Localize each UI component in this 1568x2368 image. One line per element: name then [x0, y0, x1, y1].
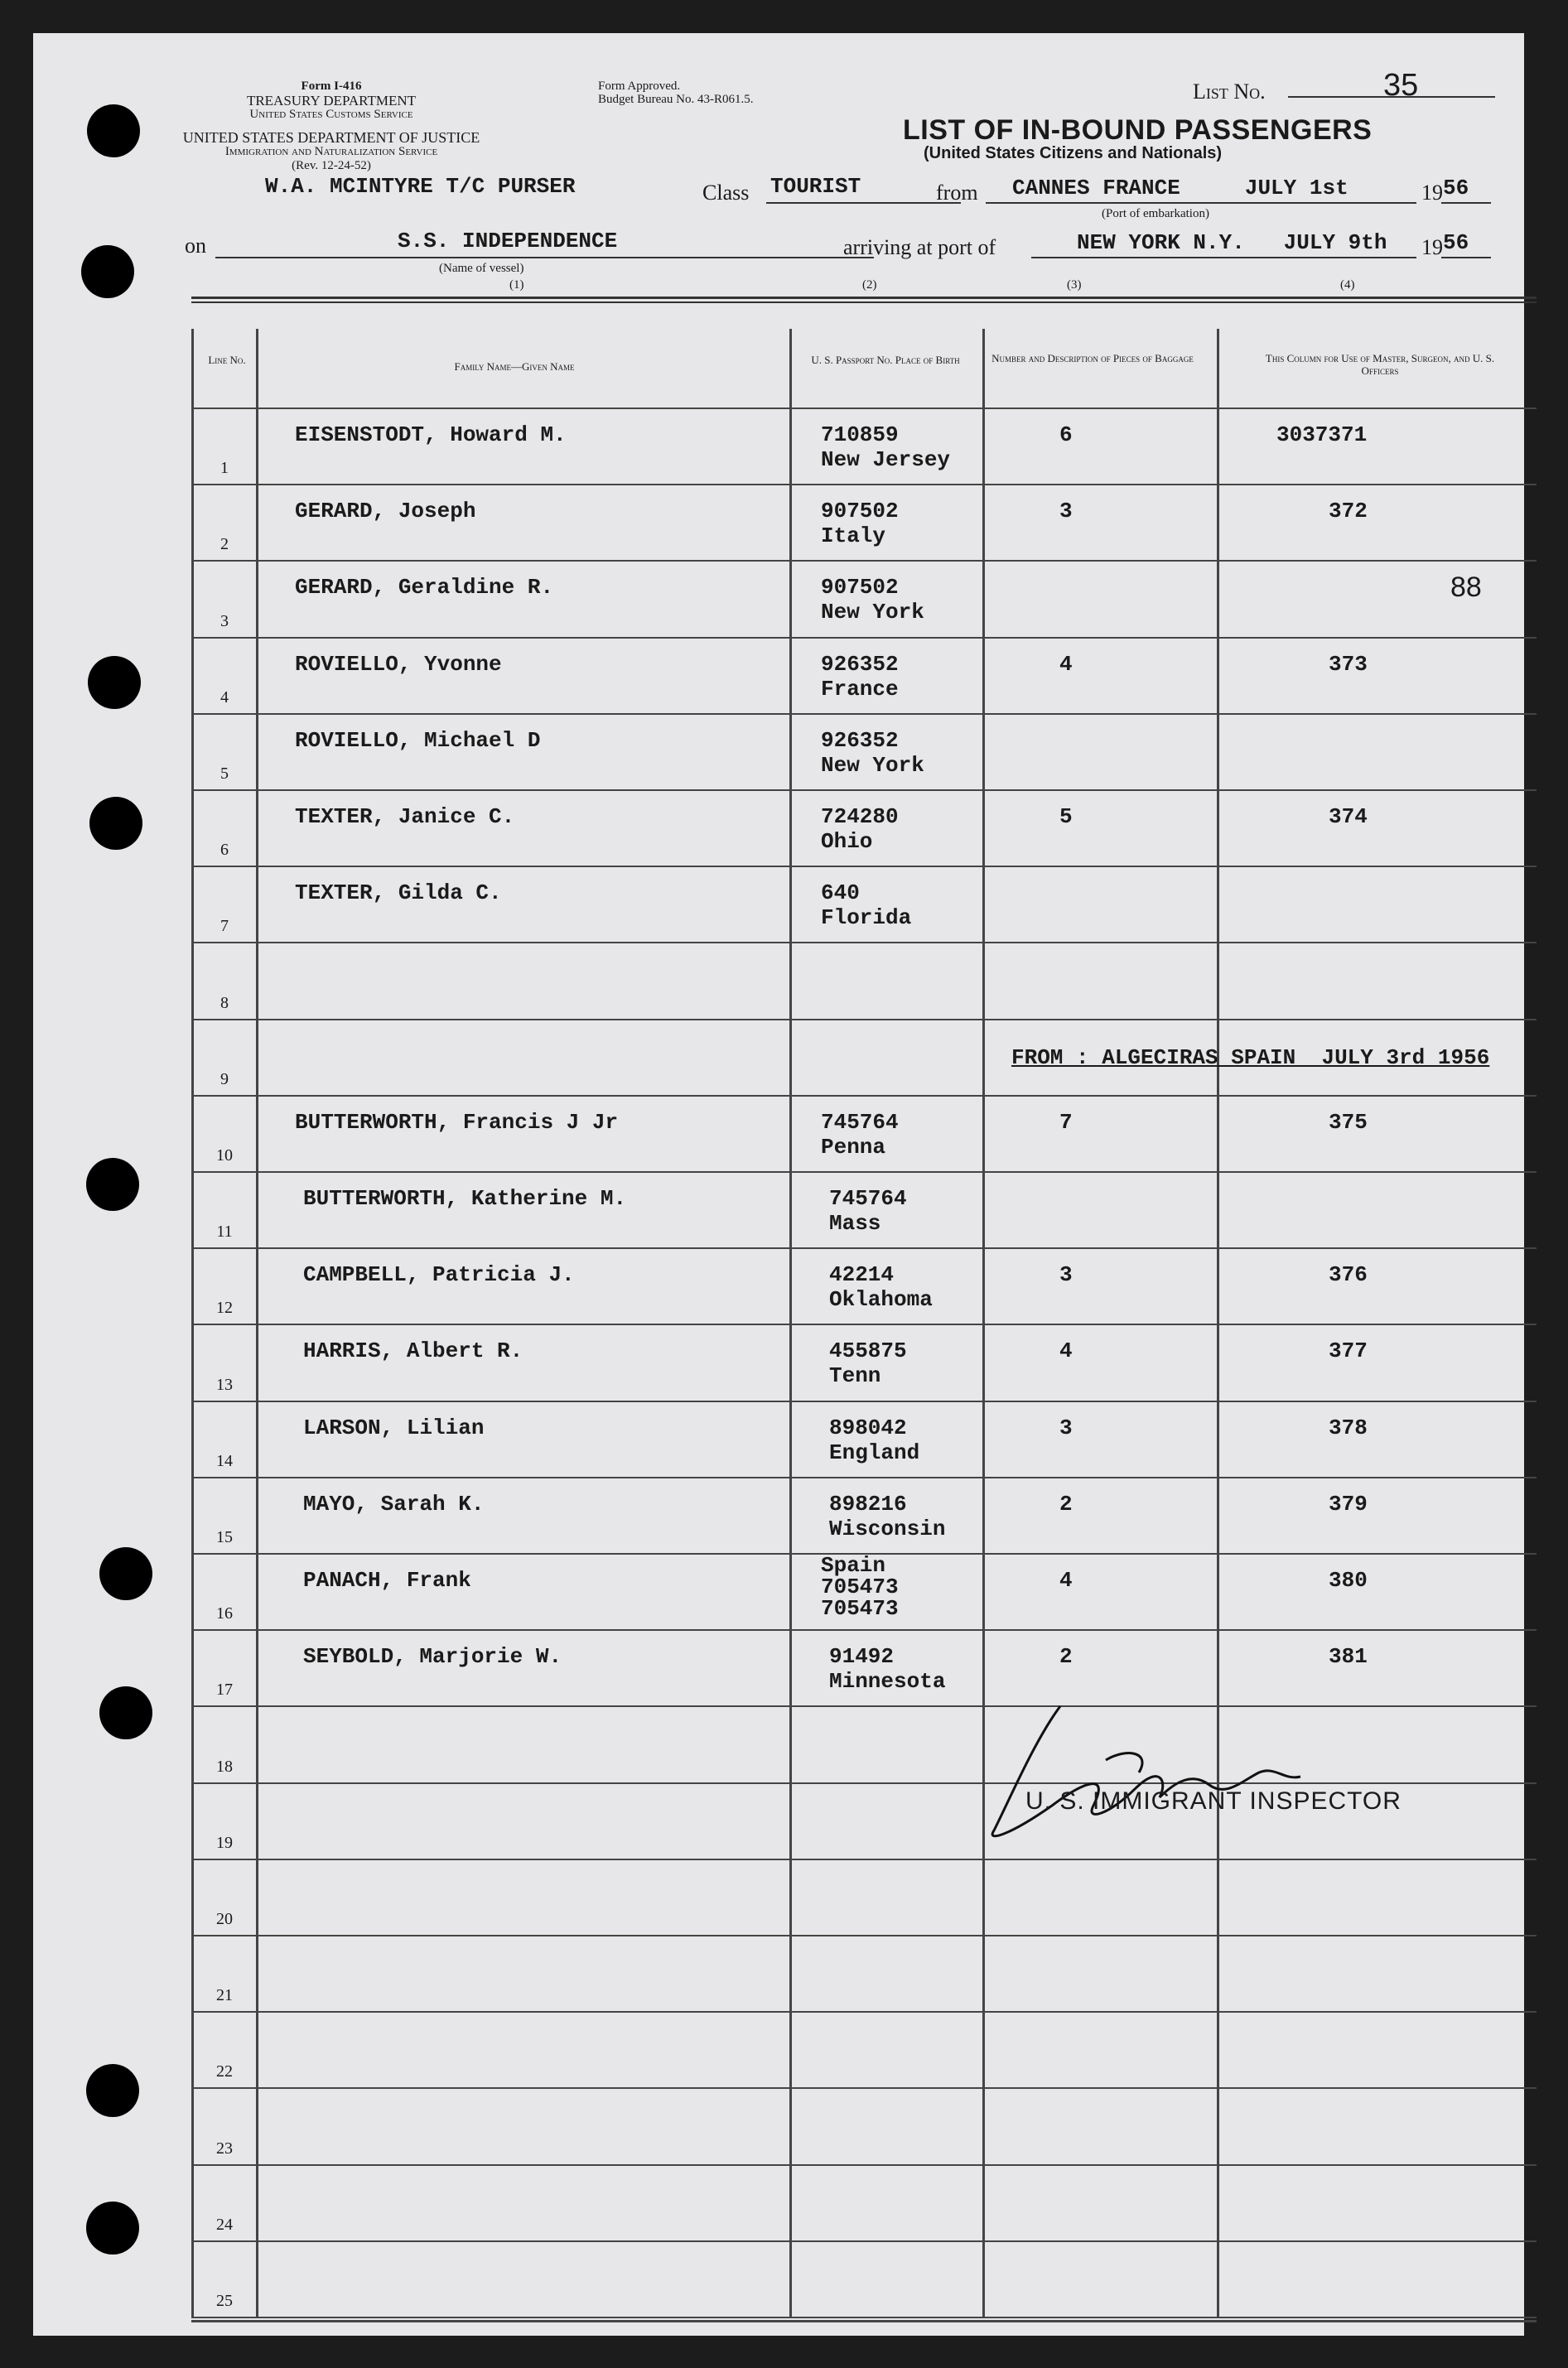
birth-place: 705473: [821, 1596, 899, 1621]
row-divider: [191, 1935, 1537, 1936]
line-number: 15: [216, 1528, 233, 1546]
col-header-passport: U. S. Passport No. Place of Birth: [811, 354, 960, 366]
algeciras-note: FROM : ALGECIRAS SPAIN JULY 3rd 1956: [1011, 1045, 1490, 1070]
officer-number: 3037371: [1276, 422, 1368, 447]
passenger-name: MAYO, Sarah K.: [303, 1491, 485, 1517]
baggage-count: 6: [1059, 422, 1073, 447]
arriving-line: [1031, 255, 1416, 258]
vessel-caption: (Name of vessel): [439, 262, 524, 275]
baggage-count: 3: [1059, 1262, 1073, 1288]
row-divider: [191, 1629, 1537, 1631]
class-line: [766, 200, 961, 204]
row-divider: [191, 560, 1537, 562]
row-divider: [191, 1859, 1537, 1860]
passenger-name: HARRIS, Albert R.: [303, 1338, 523, 1364]
header-form-block: [157, 80, 505, 122]
line-number: 24: [216, 2215, 233, 2234]
col4-number: (4): [1340, 278, 1355, 292]
punch-hole: [86, 1158, 139, 1211]
col2-number: (2): [862, 278, 877, 292]
budget-bureau: Budget Bureau No. 43-R061.5.: [598, 93, 754, 106]
passport-birth-place: Spain: [821, 1553, 886, 1578]
passport-number: 907502: [821, 499, 899, 524]
header-divider: [191, 408, 1537, 409]
line-number: 8: [220, 993, 229, 1012]
passport-number: 745764: [829, 1186, 907, 1211]
birth-place: New York: [821, 752, 924, 778]
line-number: 13: [216, 1375, 233, 1394]
row-divider: [191, 1247, 1537, 1249]
row-divider: [191, 2087, 1537, 2089]
line-number: 22: [216, 2062, 233, 2081]
line-number: 6: [220, 841, 229, 860]
col-header-officers: This Column for Use of Master, Surgeon, and U. S. Officers: [1265, 352, 1495, 377]
birth-place: Penna: [821, 1134, 886, 1160]
row-divider: [191, 1019, 1537, 1020]
list-no-value: 35: [1383, 68, 1419, 103]
passenger-name: BUTTERWORTH, Katherine M.: [303, 1186, 627, 1211]
row-divider: [191, 2164, 1537, 2166]
officer-number: 88: [1450, 572, 1482, 604]
officer-number: 375: [1329, 1109, 1368, 1135]
signature-text: [1110, 1698, 1113, 1699]
birth-place: Oklahoma: [829, 1287, 933, 1313]
baggage-count: 4: [1059, 1568, 1073, 1593]
baggage-count: 4: [1059, 1338, 1073, 1364]
line-number: 18: [216, 1757, 233, 1776]
line-number: 4: [220, 687, 229, 707]
passport-number: 907502: [821, 575, 899, 600]
officer-number: 373: [1329, 651, 1368, 677]
baggage-count: 2: [1059, 1491, 1073, 1517]
class-value: TOURIST: [770, 174, 861, 199]
punch-hole: [87, 104, 140, 157]
vessel-line: [215, 255, 874, 258]
justice-block: [182, 131, 480, 173]
row-divider: [191, 713, 1537, 715]
col-header-line-no: Line No.: [208, 354, 246, 366]
passport-number: 91492: [829, 1644, 895, 1670]
officer-number: 377: [1329, 1338, 1368, 1364]
top-rule: [191, 297, 1537, 299]
officer-number: 378: [1329, 1415, 1368, 1440]
list-no-label: List No.: [1193, 80, 1266, 104]
passenger-name: SEYBOLD, Marjorie W.: [303, 1644, 562, 1670]
row-divider: [191, 789, 1537, 791]
baggage-count: 7: [1059, 1109, 1073, 1135]
passport-number: 745764: [821, 1109, 899, 1135]
line-number: 16: [216, 1604, 233, 1623]
inspector-caption: U. S. IMMIGRANT INSPECTOR: [1025, 1787, 1402, 1815]
officer-number: 380: [1329, 1568, 1368, 1593]
birth-place: Minnesota: [829, 1669, 946, 1695]
passport-number: 640: [821, 880, 860, 906]
line-number: 2: [220, 535, 229, 554]
birth-place: France: [821, 676, 899, 702]
birth-place: New Jersey: [821, 447, 951, 472]
row-divider: [191, 484, 1537, 485]
baggage-count: 3: [1059, 1415, 1073, 1440]
on-label: on: [185, 234, 206, 258]
punch-hole: [86, 2202, 139, 2255]
officer-number: 381: [1329, 1644, 1368, 1670]
passport-number: 926352: [821, 727, 899, 753]
class-label: Class: [702, 181, 750, 205]
passenger-name: GERARD, Geraldine R.: [295, 575, 554, 600]
officer-number: 372: [1329, 499, 1368, 524]
year-line-2: [1441, 255, 1491, 258]
row-divider: [191, 1477, 1537, 1478]
punch-hole: [99, 1686, 152, 1739]
justice-department: UNITED STATES DEPARTMENT OF JUSTICE: [182, 129, 480, 146]
passenger-name: GERARD, Joseph: [295, 499, 476, 524]
form-approved: Form Approved.: [598, 80, 681, 93]
line-number: 10: [216, 1146, 233, 1165]
passport-number: 710859: [821, 422, 899, 447]
year-line-1: [1441, 200, 1491, 204]
from-value: CANNES FRANCE JULY 1st: [1012, 176, 1348, 200]
birth-place: Florida: [821, 905, 912, 931]
document-sheet: [33, 33, 1524, 2336]
col1-number: (1): [509, 278, 524, 292]
row-divider: [191, 866, 1537, 867]
page-subtitle: (United States Citizens and Nationals): [924, 144, 1223, 162]
birth-place: New York: [821, 600, 924, 625]
passport-number: 455875: [829, 1338, 907, 1364]
birth-place: Tenn: [829, 1363, 881, 1389]
passenger-name: LARSON, Lilian: [303, 1415, 485, 1440]
passenger-name: BUTTERWORTH, Francis J Jr: [295, 1109, 619, 1135]
birth-place: Wisconsin: [829, 1516, 946, 1541]
line-number: 11: [216, 1223, 233, 1242]
col-header-name: Family Name—Given Name: [454, 360, 575, 373]
col3-number: (3): [1067, 278, 1082, 292]
punch-hole: [86, 2064, 139, 2117]
year-suffix-2: 56: [1443, 230, 1469, 255]
officer-number: 376: [1329, 1262, 1368, 1288]
top-rule-2: [191, 301, 1537, 303]
passport-number: 705473: [821, 1575, 899, 1599]
line-number: 25: [216, 2292, 233, 2310]
year-prefix-1: 19: [1421, 181, 1443, 205]
line-number: 7: [220, 917, 229, 936]
punch-hole: [81, 245, 134, 298]
passenger-name: ROVIELLO, Michael D: [295, 727, 541, 753]
baggage-count: 5: [1059, 804, 1073, 829]
arriving-label: arriving at port of: [843, 235, 996, 259]
form-approved-block: [598, 80, 753, 106]
row-divider: [191, 1324, 1537, 1325]
row-divider: [191, 637, 1537, 639]
officer-number: 374: [1329, 804, 1368, 829]
baggage-count: 4: [1059, 651, 1073, 677]
birth-place: Mass: [829, 1211, 881, 1236]
row-divider: [191, 2317, 1537, 2318]
birth-place: Ohio: [821, 829, 873, 854]
passport-number: 926352: [821, 651, 899, 677]
birth-place: England: [829, 1440, 920, 1465]
customs-service: United States Customs Service: [249, 108, 413, 121]
officer-number: 379: [1329, 1491, 1368, 1517]
punch-hole: [88, 656, 141, 709]
passenger-name: ROVIELLO, Yvonne: [295, 651, 502, 677]
line-number: 9: [220, 1069, 229, 1088]
passenger-name: TEXTER, Gilda C.: [295, 880, 502, 906]
revision: (Rev. 12-24-52): [292, 159, 371, 172]
form-number: Form I-416: [301, 80, 362, 93]
row-divider: [191, 2240, 1537, 2242]
passenger-table: [191, 329, 1537, 2317]
immigration-service: Immigration and Naturalization Service: [224, 145, 438, 158]
line-number: 3: [220, 611, 229, 630]
year-prefix-2: 19: [1421, 235, 1443, 259]
inspector-signature: [961, 1690, 1358, 1847]
line-number: 5: [220, 764, 229, 783]
year-suffix-1: 56: [1443, 176, 1469, 200]
line-number: 23: [216, 2139, 233, 2158]
baggage-count: 3: [1059, 499, 1073, 524]
passenger-name: EISENSTODT, Howard M.: [295, 422, 567, 447]
row-divider: [191, 1401, 1537, 1402]
line-number: 14: [216, 1451, 233, 1470]
row-divider: [191, 942, 1537, 943]
page-title: LIST OF IN-BOUND PASSENGERS: [903, 114, 1373, 146]
line-number: 12: [216, 1299, 233, 1318]
row-divider: [191, 1095, 1537, 1097]
vessel-value: S.S. INDEPENDENCE: [398, 229, 618, 253]
treasury-department: TREASURY DEPARTMENT: [246, 93, 417, 109]
line-number: 20: [216, 1910, 233, 1928]
row-divider: [191, 2011, 1537, 2013]
passenger-name: TEXTER, Janice C.: [295, 804, 515, 829]
passport-number: 42214: [829, 1262, 895, 1288]
port-of-embarkation-caption: (Port of embarkation): [1102, 207, 1209, 220]
punch-hole: [99, 1547, 152, 1600]
punch-hole: [89, 797, 142, 850]
line-number: 17: [216, 1681, 233, 1700]
passport-number: 898216: [829, 1491, 907, 1517]
passenger-name: CAMPBELL, Patricia J.: [303, 1262, 575, 1288]
passport-number: 898042: [829, 1415, 907, 1440]
line-number: 1: [220, 459, 229, 478]
passport-number: 724280: [821, 804, 899, 829]
from-label: from: [936, 181, 978, 205]
passenger-name: PANACH, Frank: [303, 1568, 471, 1593]
line-number: 19: [216, 1833, 233, 1852]
birth-place: Italy: [821, 523, 886, 549]
baggage-count: 2: [1059, 1644, 1073, 1670]
arriving-value: NEW YORK N.Y. JULY 9th: [1077, 230, 1387, 255]
col-header-baggage: Number and Description of Pieces of Baggage: [991, 352, 1194, 364]
table-bottom-rule: [191, 2320, 1537, 2322]
from-line: [986, 200, 1416, 204]
row-divider: [191, 1171, 1537, 1173]
line-number: 21: [216, 1986, 233, 2005]
purser: W.A. MCINTYRE T/C PURSER: [265, 174, 576, 199]
